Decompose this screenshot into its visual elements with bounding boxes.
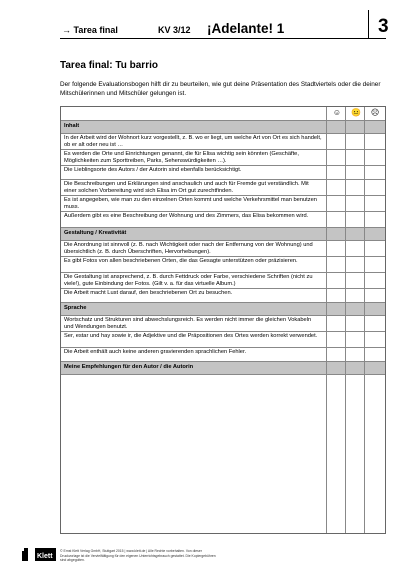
section-header-row [61, 121, 385, 134]
criterion-row [61, 289, 385, 303]
criterion-text: In der Arbeit wird der Wohnort kurz vorgestellt, z. B. wo er liegt, um welche Art von Ort es sich handelt, ob er alt oder neu ist … [64, 135, 322, 149]
header-divider [368, 10, 369, 38]
criterion-text: Wortschatz und Strukturen sind abwechslungsreich. Es werden nicht immer die gleichen Vokabeln und Wendungen benutzt. [64, 317, 312, 331]
criterion-row [61, 332, 385, 348]
intro-text: Der folgende Evaluationsbogen hilft dir zu beurteilen, wie gut deine Präsentation des Stadtviertels oder die deiner Mitschülerinnen und Mitschüler gelungen ist. [60, 81, 381, 97]
svg-text:Klett: Klett [37, 553, 53, 560]
criterion-row [61, 348, 385, 362]
header-kv: KV 3/12 [158, 25, 191, 35]
section-title: Inhalt [64, 123, 80, 129]
header-arrow-label: → Tarea final [62, 25, 118, 35]
column-divider [345, 107, 346, 533]
criterion-row [61, 134, 385, 150]
criterion-text: Die Gestaltung ist ansprechend, z. B. durch Fettdruck oder Farbe, verschiedene Schriften (nicht zu viele!), gute Einbindung der Fotos. (Gilt v. a. für das virtuelle Album.) [64, 274, 313, 288]
criterion-text: Die Beschreibungen und Erklärungen sind anschaulich und auch für Fremde gut verständlich. Mit einer solchen Vorbereitung wird sich Elisa im Ort gut zurechtfinden. [64, 181, 309, 195]
header-rule [60, 38, 386, 39]
criterion-row [61, 316, 385, 332]
evaluation-table [60, 106, 386, 534]
page-title: Tarea final: Tu barrio [60, 60, 158, 71]
section-header-row [61, 228, 385, 241]
criterion-text: Die Lieblingsorte des Autors / der Autorin sind ebenfalls berücksichtigt. [64, 167, 242, 173]
criterion-row [61, 166, 385, 180]
sad-face-icon: ☹ [370, 108, 380, 117]
criterion-text: Die Arbeit macht Lust darauf, den beschriebenen Ort zu besuchen. [64, 290, 233, 296]
column-divider [326, 107, 327, 533]
column-divider [364, 107, 365, 533]
copyright-notice: © Ernst Klett Verlag GmbH, Stuttgart 2015 | www.klett.de | Alle Rechte vorbehalten. Von dieser Druckvorlage ist die Vervielfältigung für den eigenen Unterrichtsgebrauch gestattet. Die Kopiergebühren sind abgegolten. [60, 549, 216, 562]
criterion-text: Außerdem gibt es eine Beschreibung der Wohnung und des Zimmers, das Elisa bekommen wird. [64, 213, 309, 219]
criterion-row [61, 257, 385, 273]
criterion-row [61, 241, 385, 257]
criterion-text: Die Anordnung ist sinnvoll (z. B. nach Wichtigkeit oder nach der Entfernung von der Wohnung) und übersichtlich (z. B. durch Überschriften, Hervorhebungen). [64, 242, 313, 256]
happy-face-icon: ☺ [332, 108, 342, 117]
header-book-title: ¡Adelante! 1 [207, 21, 285, 36]
neutral-face-icon: 😐 [351, 108, 361, 117]
criterion-text: Ser, estar und hay sowie ir, die Adjektive und die Präpositionen des Ortes werden korrekt verwendet. [64, 333, 318, 339]
criterion-row [61, 273, 385, 289]
section-title: Gestaltung / Kreativität [64, 230, 127, 236]
criterion-text: Die Arbeit enthält auch keine anderen gravierenden sprachlichen Fehler. [64, 349, 247, 355]
criterion-row [61, 212, 385, 228]
criterion-row [61, 180, 385, 196]
criterion-row [61, 196, 385, 212]
page-number: 3 [378, 16, 389, 37]
section-title: Meine Empfehlungen für den Autor / die Autorin [64, 364, 194, 370]
section-header-row [61, 362, 385, 375]
section-title: Sprache [64, 305, 87, 311]
criterion-text: Es werden die Orte und Einrichtungen genannt, die für Elisa wichtig sein könnten (Geschäfte, Möglichkeiten zum Sporttreiben, Parks, Sehenswürdigkeiten …). [64, 151, 299, 165]
criterion-text: Es ist angegeben, wie man zu den einzelnen Orten kommt und welche Verkehrsmittel man benutzen muss. [64, 197, 317, 211]
klett-logo [22, 548, 56, 561]
criterion-row [61, 150, 385, 166]
criterion-text: Es gibt Fotos von allen beschriebenen Orten, die das Gesagte unterstützen oder präzisieren. [64, 258, 298, 264]
table-header-row [61, 107, 385, 121]
section-header-row [61, 303, 385, 316]
